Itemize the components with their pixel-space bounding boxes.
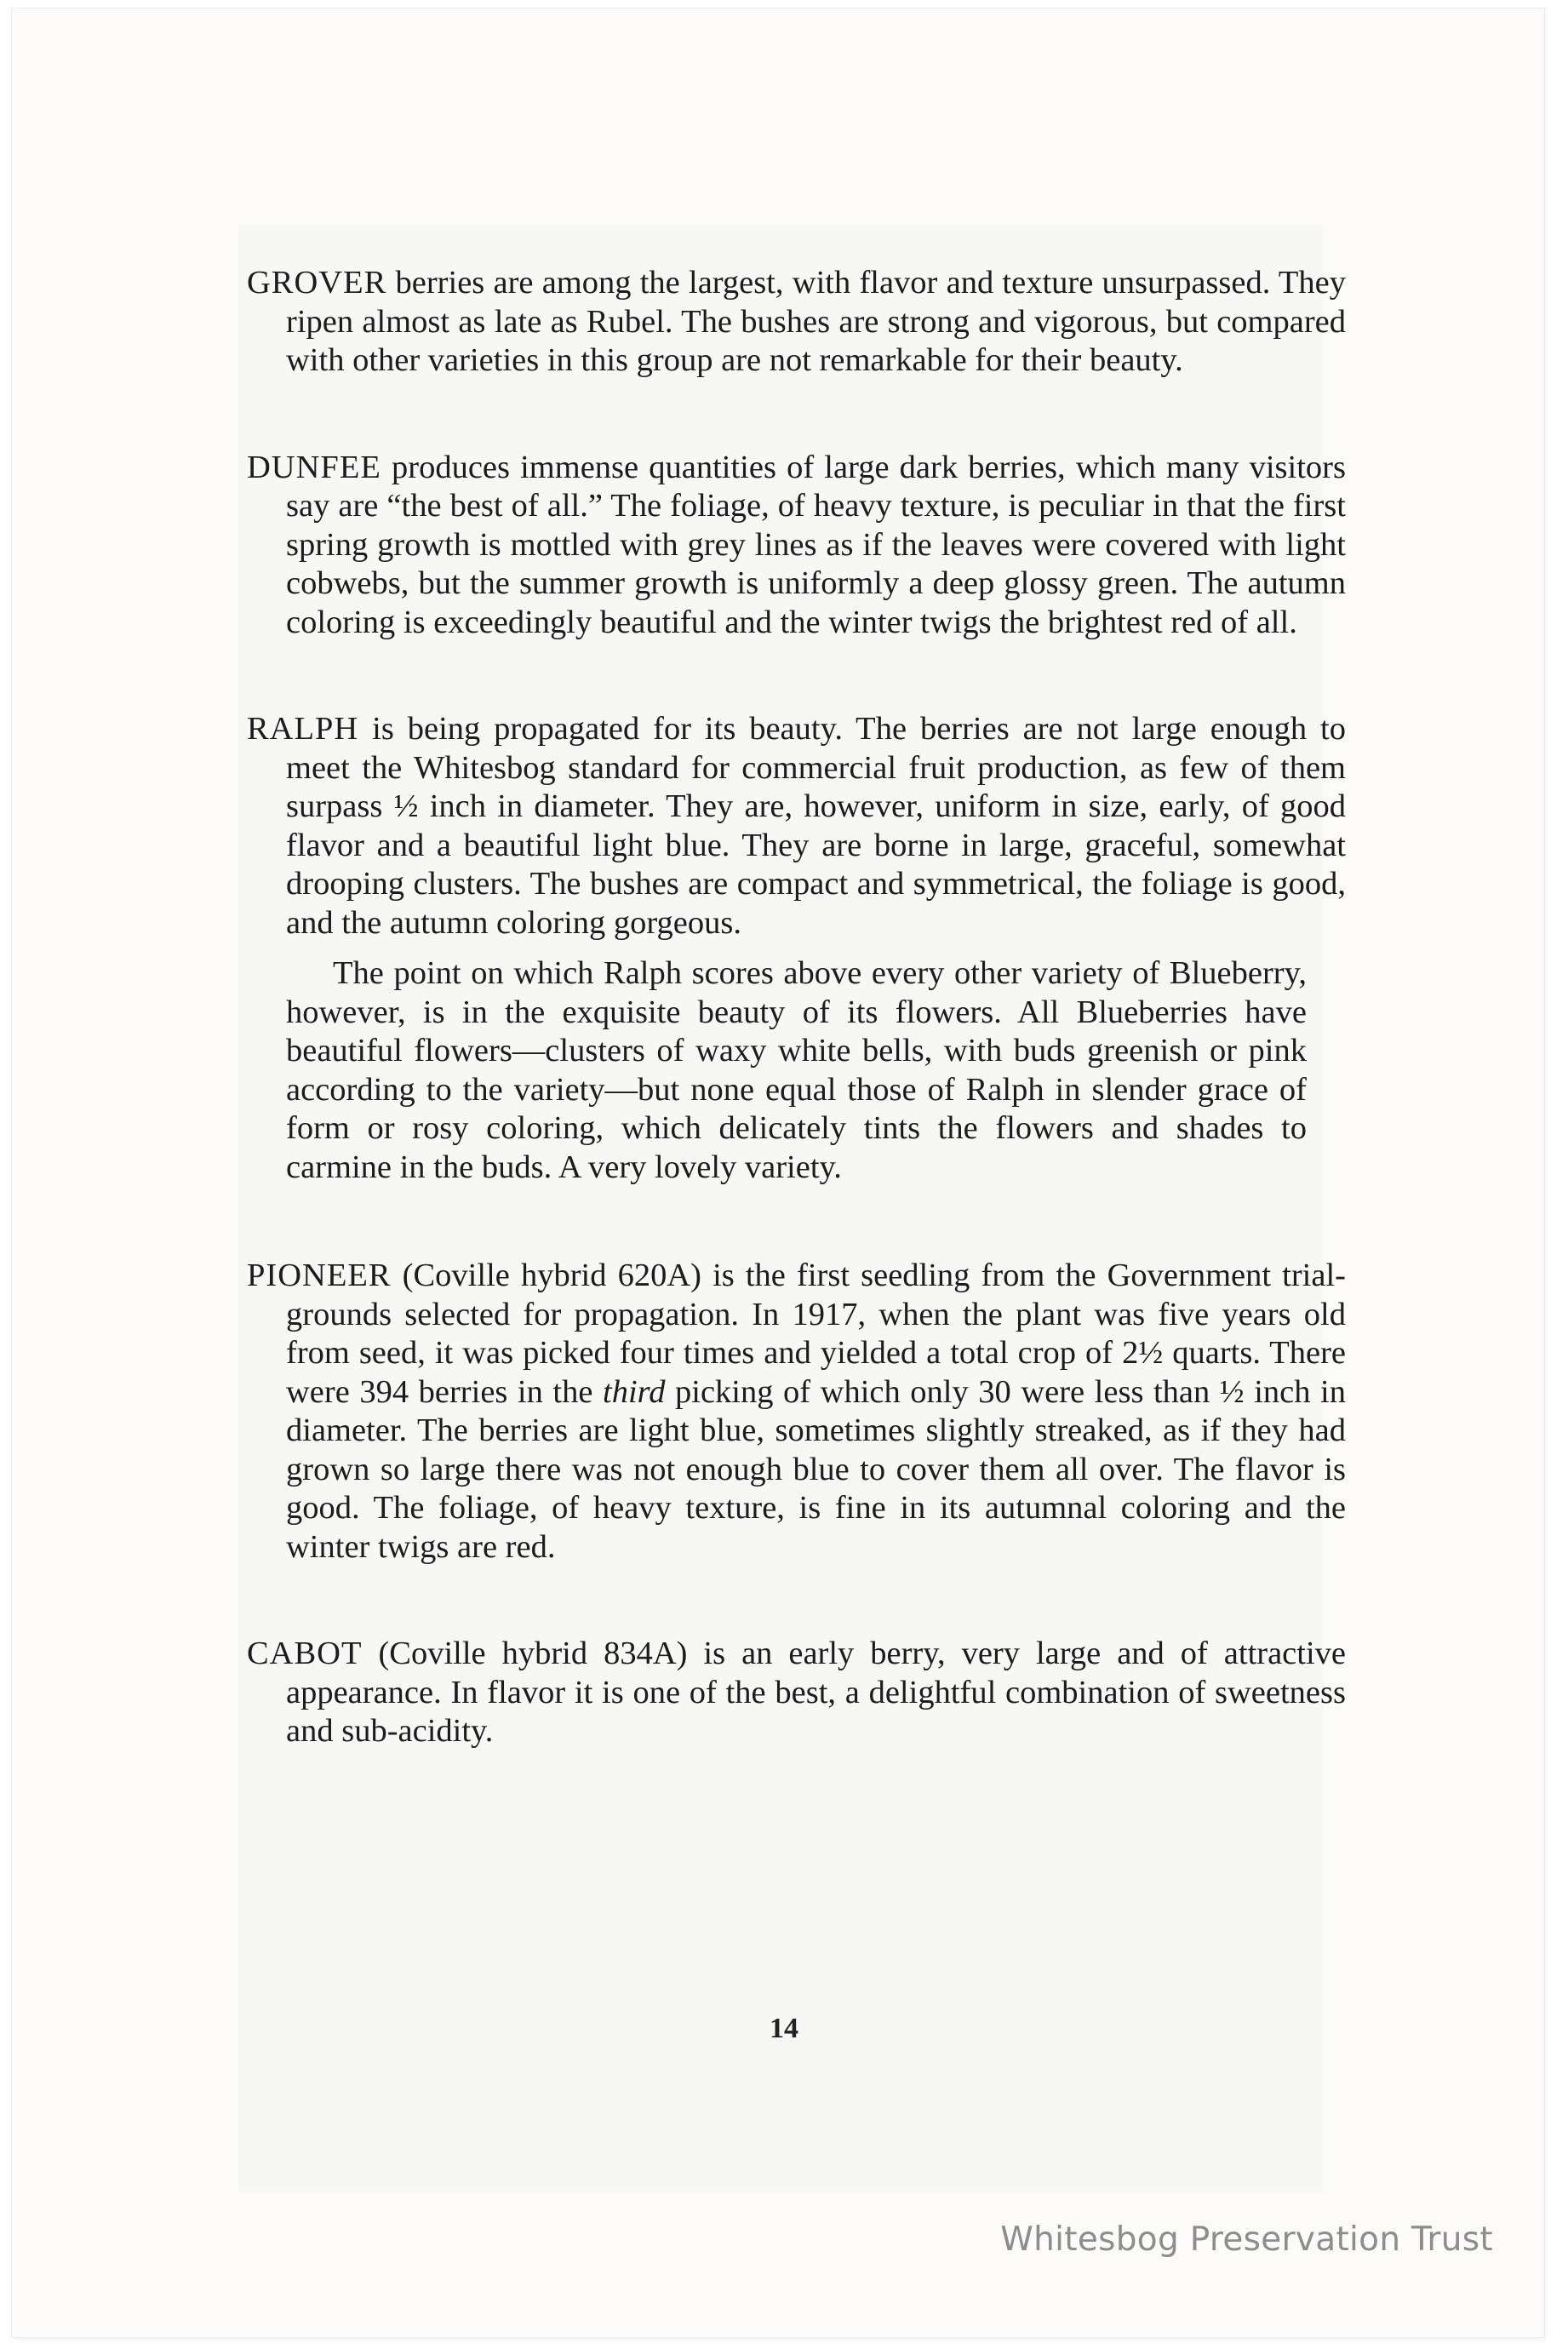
entry-ralph-paragraph-2: The point on which Ralph scores above every other variety of Blueberry, however, is in the exquisite beauty of its flowers. All Blueberries have beautiful flowers—clusters of waxy white bells, with buds greenish or pink according to the variety—but none equal those of Ralph in slender grace of form or rosy coloring, which delicately tints the flowers and shades to carmine in the buds. A very lovely variety.	[286, 955, 1307, 1185]
variety-name-dunfee: DUNFEE	[247, 449, 381, 485]
entry-pioneer	[247, 1257, 1346, 1567]
entry-cabot	[247, 1635, 1346, 1751]
entry-ralph	[247, 710, 1346, 942]
entry-ralph-text: is being propagated for its beauty. The berries are not large enough to meet the Whitesbog standard for commercial fruit production, as few of them surpass ½ inch in diameter. They are, however, uniform in size, early, of good flavor and a beautiful light blue. They are borne in large, graceful, somewhat drooping clusters. The bushes are compact and symmetrical, the foliage is good, and the autumn coloring gorgeous.	[286, 711, 1346, 941]
variety-name-ralph: RALPH	[247, 711, 359, 747]
text-block	[238, 226, 1347, 2192]
page-number: 14	[770, 2013, 798, 2044]
variety-name-pioneer: PIONEER	[247, 1258, 392, 1293]
entry-dunfee	[247, 449, 1346, 643]
watermark: Whitesbog Preservation Trust	[1000, 2220, 1493, 2259]
entry-pioneer-emphasis: third	[603, 1373, 666, 1410]
entry-pioneer-text-a: (Coville hybrid 620A) is the first seedling from the Government trial-grounds selected for propagation. In 1917, when the plant was five years old from seed, it was picked four times and yielded a total crop of 2½ quarts. There were 394 berries in the	[286, 1258, 1346, 1410]
variety-name-grover: GROVER	[247, 265, 387, 301]
entry-grover	[247, 264, 1346, 381]
entry-cabot-text: (Coville hybrid 834A) is an early berry, very large and of attractive appearance. In flavor it is one of the best, a delightful combination of sweetness and sub-acidity.	[286, 1636, 1346, 1749]
variety-name-cabot: CABOT	[247, 1636, 363, 1671]
entry-pioneer-text-b: picking of which only 30 were less than ½ inch in diameter. The berries are light blue, sometimes slightly streaked, as if they had grown so large there was not enough blue to cover them all over. The flavor is good. The foliage, of heavy texture, is fine in its autumnal coloring and the winter twigs are red.	[286, 1373, 1347, 1565]
entry-grover-text: berries are among the largest, with flavor and texture unsurpassed. They ripen almost as late as Rubel. The bushes are strong and vigorous, but compared with other varieties in this group are not remarkable for their beauty.	[286, 265, 1346, 378]
entry-dunfee-text: produces immense quantities of large dark berries, which many visitors say are “the best of all.” The foliage, of heavy texture, is peculiar in that the first spring growth is mottled with grey lines as if the leaves were covered with light cobwebs, but the summer growth is uniformly a deep glossy green. The autumn coloring is exceedingly beautiful and the winter twigs the brightest red of all.	[286, 449, 1346, 640]
